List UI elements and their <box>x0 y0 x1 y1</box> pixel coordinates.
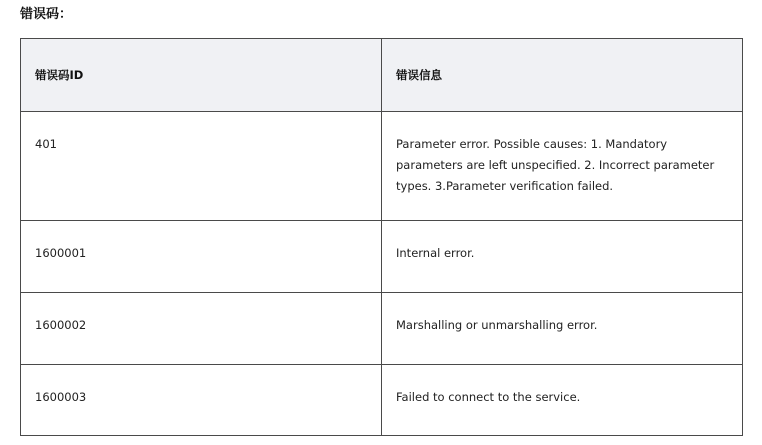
error-code-cell: 1600001 <box>21 221 382 293</box>
table-row <box>21 112 743 221</box>
error-code-cell: 1600002 <box>21 293 382 365</box>
error-code-cell: 1600003 <box>21 365 382 436</box>
header-error-code-id: 错误码ID <box>21 39 382 112</box>
error-message-cell: Failed to connect to the service. <box>382 365 743 436</box>
error-message-cell: Marshalling or unmarshalling error. <box>382 293 743 365</box>
section-title: 错误码： <box>20 7 73 22</box>
error-message-cell: Parameter error. Possible causes: 1. Mandatory parameters are left unspecified. 2. Incorrect parameter types. 3.Parameter verification failed. <box>382 112 743 221</box>
table-body <box>21 112 743 436</box>
error-code-table <box>20 38 743 436</box>
header-error-message: 错误信息 <box>382 39 743 112</box>
table-row <box>21 293 743 365</box>
table-header-row <box>21 39 743 112</box>
table-row <box>21 221 743 293</box>
table-row <box>21 365 743 436</box>
table-header <box>21 39 743 112</box>
error-message-cell: Internal error. <box>382 221 743 293</box>
error-code-cell: 401 <box>21 112 382 221</box>
